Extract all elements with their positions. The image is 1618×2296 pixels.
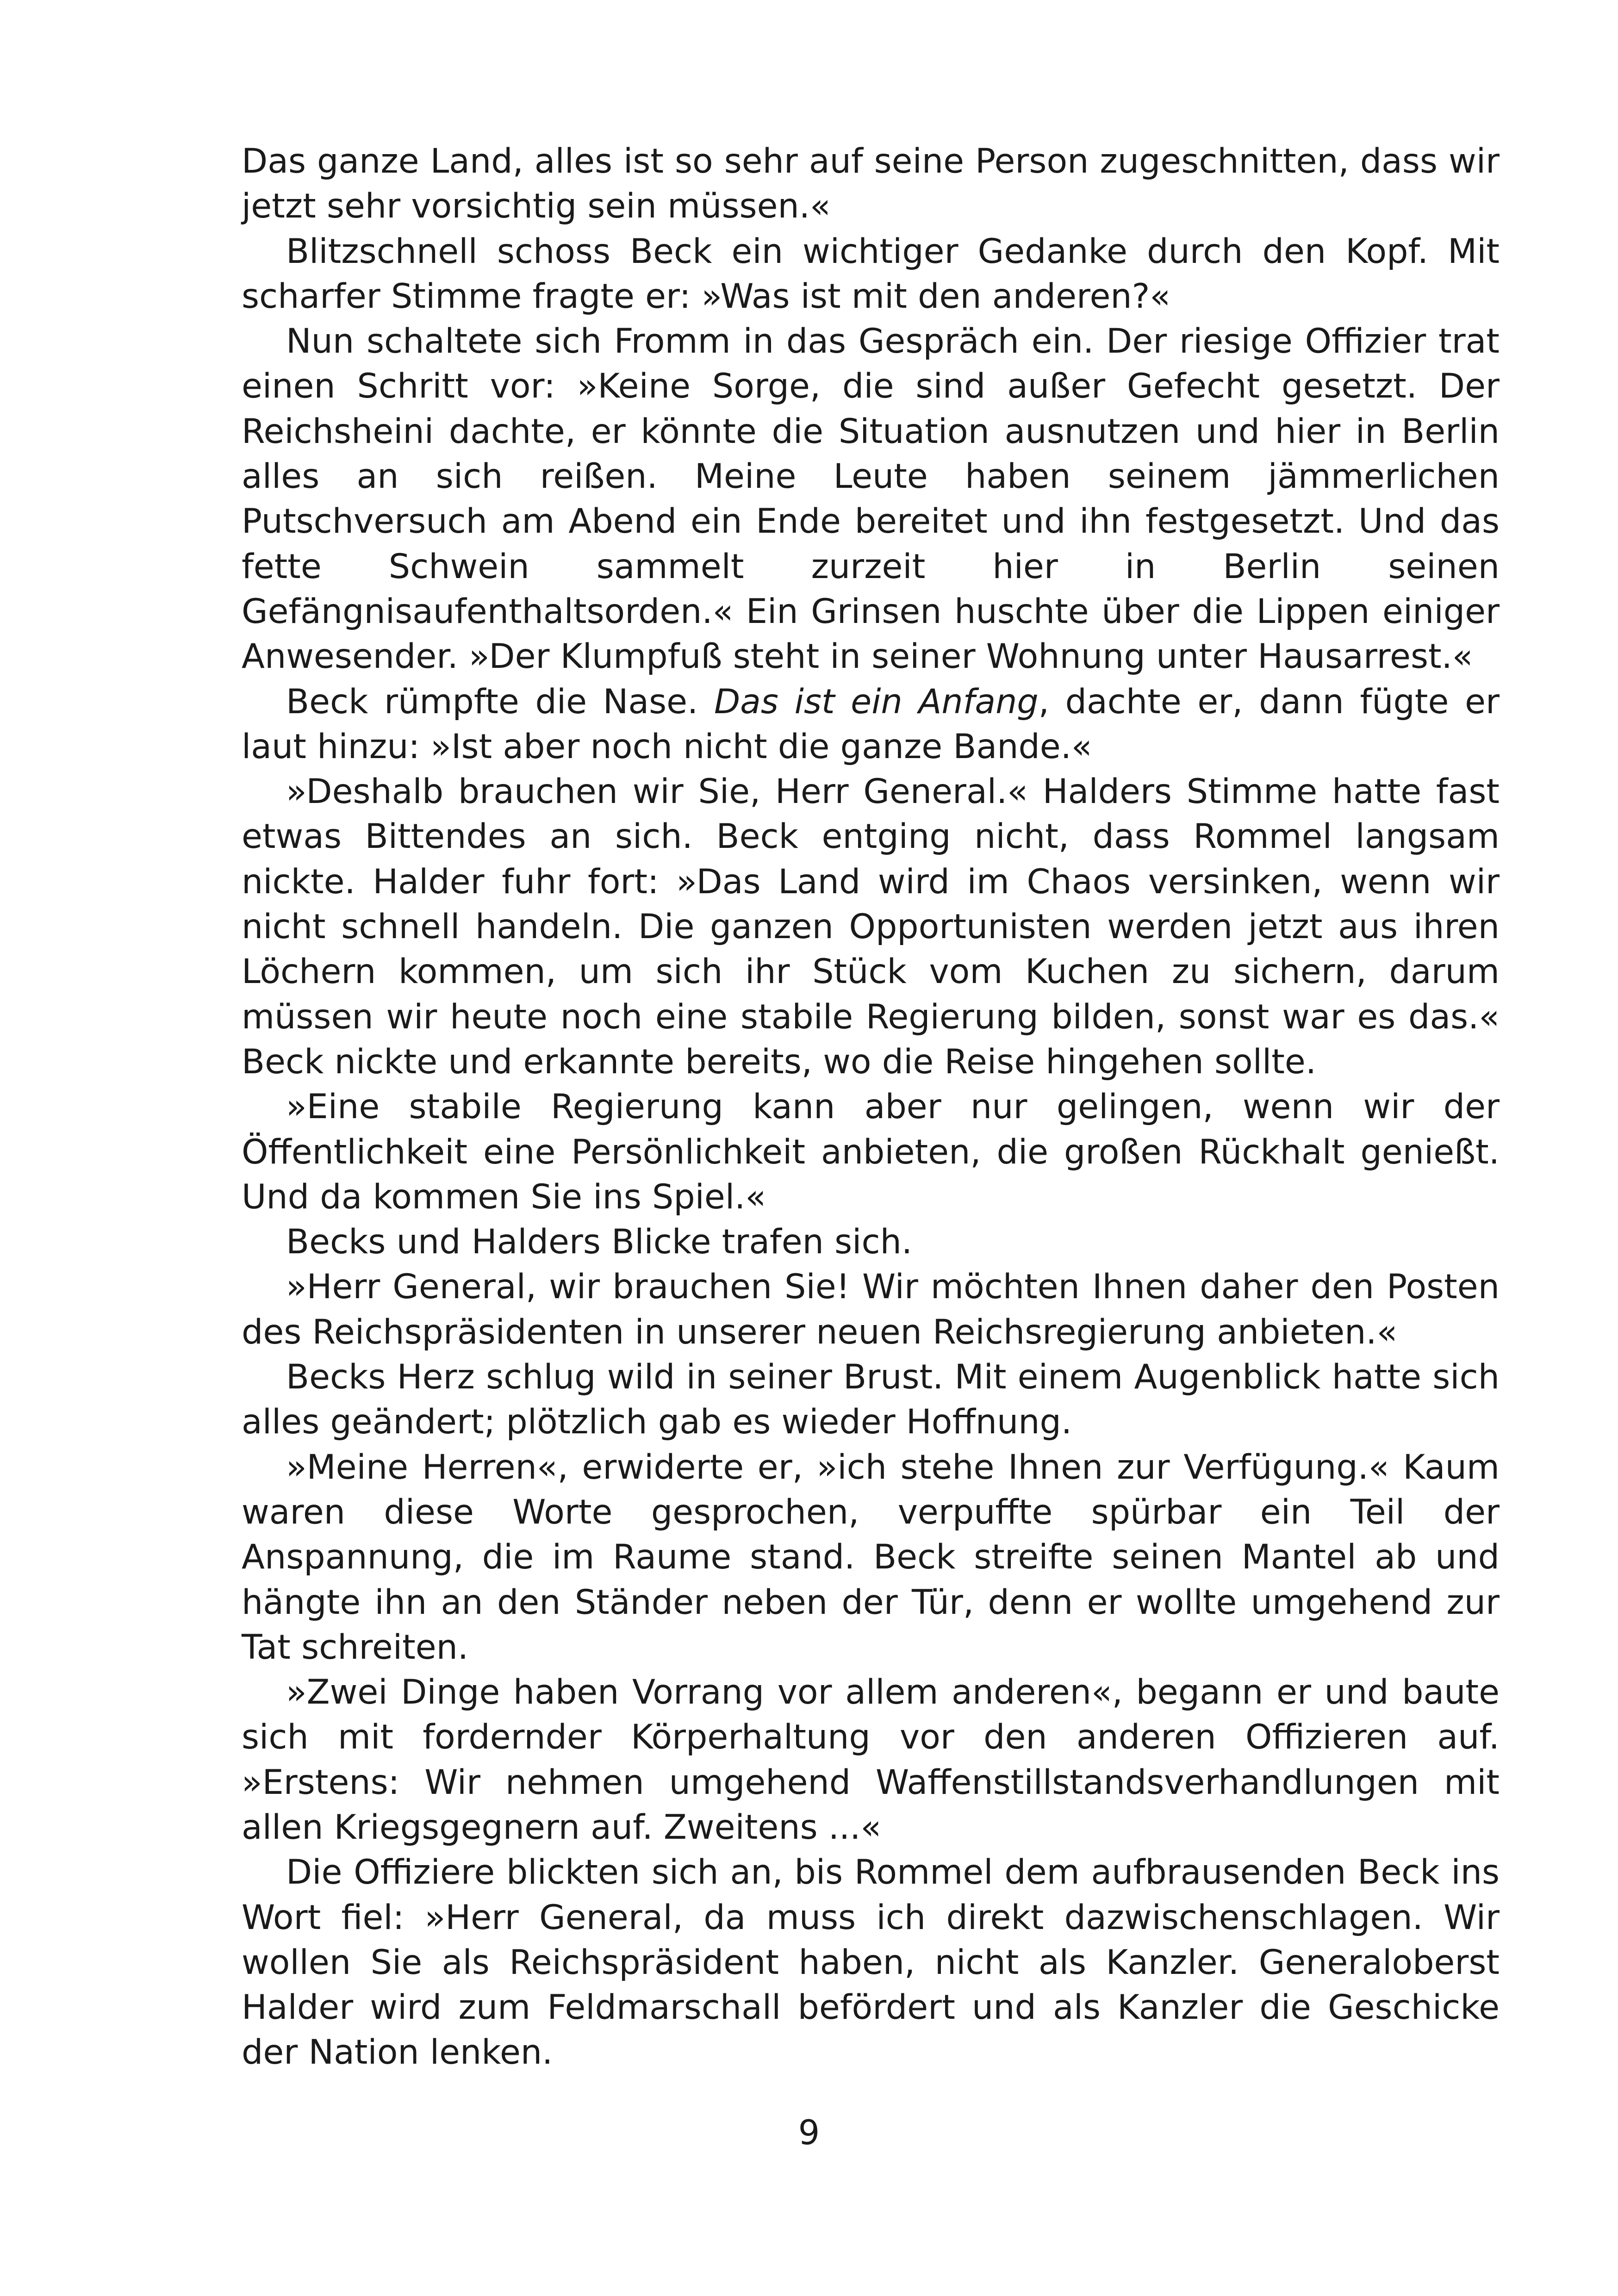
paragraph-2: Blitzschnell schoss Beck ein wichtiger Gedanke durch den Kopf. Mit scharfer Stimme fragte er: »Was ist mit den anderen?«	[242, 231, 1500, 316]
page-number: 9	[798, 2113, 820, 2153]
paragraph-1: Das ganze Land, alles ist so sehr auf seine Person zugeschnitten, dass wir jetzt sehr vorsichtig sein müssen.«	[242, 142, 1500, 226]
paragraph-4	[242, 679, 1500, 770]
paragraph-11: »Zwei Dinge haben Vorrang vor allem anderen«, begann er und baute sich mit fordernder Körperhaltung vor den anderen Offizieren auf. »Erstens: Wir nehmen umgehend Waffenstillstandsverhandlungen mit allen Kriegsgegnern auf. Zweitens ...«	[242, 1673, 1500, 1847]
paragraph-5: »Deshalb brauchen wir Sie, Herr General.« Halders Stimme hatte fast etwas Bittendes an sich. Beck entging nicht, dass Rommel langsam nickte. Halder fuhr fort: »Das Land wird im Chaos versinken, wenn wir nicht schnell handeln. Die ganzen Opportunisten werden jetzt aus ihren Löchern kommen, um sich ihr Stück vom Kuchen zu sichern, darum müssen wir heute noch eine stabile Regierung bilden, sonst war es das.« Beck nickte und erkannte bereits, wo die Reise hingehen sollte.	[242, 772, 1500, 1082]
paragraph-3: Nun schaltete sich Fromm in das Gespräch ein. Der riesige Offizier trat einen Schritt vor: »Keine Sorge, die sind außer Gefecht gesetzt. Der Reichsheini dachte, er könnte die Situation ausnutzen und hier in Berlin alles an sich reißen. Meine Leute haben seinem jämmerlichen Putschversuch am Abend ein Ende bereitet und ihn festgesetzt. Und das fette Schwein sammelt zurzeit hier in Berlin seinen Gefängnisaufenthaltsorden.« Ein Grinsen huschte über die Lippen einiger Anwesender. »Der Klumpfuß steht in seiner Wohnung unter Hausarrest.«	[242, 322, 1500, 677]
paragraph-10: »Meine Herren«, erwiderte er, »ich stehe Ihnen zur Verfügung.« Kaum waren diese Worte gesprochen, verpuffte spürbar ein Teil der Anspannung, die im Raume stand. Beck streifte seinen Mantel ab und hängte ihn an den Ständer neben der Tür, denn er wollte umgehend zur Tat schreiten.	[242, 1447, 1500, 1667]
paragraph-4-tail: , dachte er, dann fügte er laut hinzu: »Ist aber noch nicht die ganze Bande.«	[242, 682, 1500, 766]
paragraph-4-italic-thought: Das ist ein Anfang	[714, 682, 1039, 722]
paragraph-4-lead: Beck rümpfte die Nase.	[286, 682, 714, 722]
paragraph-6: »Eine stabile Regierung kann aber nur gelingen, wenn wir der Öffentlichkeit eine Persönlichkeit anbieten, die großen Rückhalt genießt. Und da kommen Sie ins Spiel.«	[242, 1087, 1500, 1217]
paragraph-12: Die Offiziere blickten sich an, bis Rommel dem aufbrausenden Beck ins Wort fiel: »Herr General, da muss ich direkt dazwischenschlagen. Wir wollen Sie als Reichspräsident haben, nicht als Kanzler. Generaloberst Halder wird zum Feldmarschall befördert und als Kanzler die Geschicke der Nation lenken.	[242, 1853, 1500, 2072]
page-body	[242, 139, 1500, 2075]
paragraph-8: »Herr General, wir brauchen Sie! Wir möchten Ihnen daher den Posten des Reichspräsidenten in unserer neuen Reichsregierung anbieten.«	[242, 1267, 1500, 1352]
paragraph-7: Becks und Halders Blicke trafen sich.	[286, 1222, 913, 1262]
paragraph-9: Becks Herz schlug wild in seiner Brust. Mit einem Augenblick hatte sich alles geändert; plötzlich gab es wieder Hoffnung.	[242, 1357, 1500, 1442]
